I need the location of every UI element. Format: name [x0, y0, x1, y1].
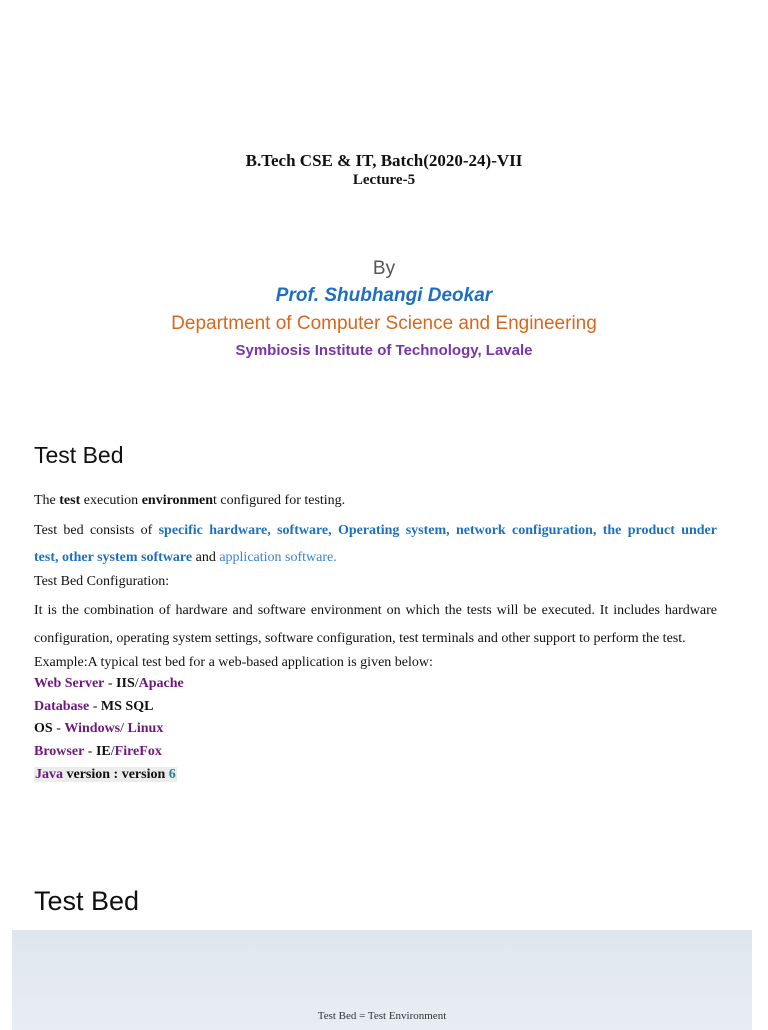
item-key: Browser	[34, 744, 85, 759]
item-value: Linux	[127, 721, 164, 736]
item-value: Apache	[138, 676, 184, 691]
highlight-text: test, other system software	[34, 550, 193, 565]
by-label: By	[372, 258, 396, 279]
item-value: MS SQL	[100, 699, 154, 714]
bold-term: test	[59, 493, 81, 508]
slide-heading: Test Bed	[34, 442, 124, 468]
text-span: t configured for testing.	[213, 493, 346, 508]
text-span: Test bed consists of	[34, 523, 159, 538]
item-key: Database	[34, 699, 90, 714]
consists-line-2	[34, 550, 337, 566]
item-os	[34, 721, 163, 737]
item-value: FireFox	[114, 744, 162, 759]
combination-line-2: configuration, operating system settings, software configuration, test terminals and other support to perform the test.	[34, 631, 686, 646]
combination-line-1: It is the combination of hardware and software environment on which the tests will be executed. It includes hardware	[34, 603, 717, 618]
item-value: Windows	[64, 721, 121, 736]
item-web-server	[34, 676, 184, 692]
separator: /	[110, 744, 115, 759]
department-name: Department of Computer Science and Engineering	[171, 313, 597, 334]
professor-name: Prof. Shubhangi Deokar	[275, 285, 493, 306]
item-value: 6	[168, 767, 176, 782]
config-label: Test Bed Configuration:	[34, 574, 170, 589]
separator: -	[89, 699, 101, 714]
test-bed-image-slide	[0, 850, 768, 1024]
item-database	[34, 699, 153, 715]
test-environment-diagram	[12, 930, 752, 1030]
title-slide	[0, 0, 768, 410]
item-java	[34, 767, 177, 783]
separator: -	[104, 676, 117, 691]
separator: -	[52, 721, 65, 736]
item-key: OS	[34, 721, 53, 736]
text-span: The	[34, 493, 60, 508]
item-key: Java	[35, 767, 63, 782]
text-span: execution	[80, 493, 142, 508]
diagram-caption: Test Bed = Test Environment	[317, 1010, 447, 1022]
example-line: Example:A typical test bed for a web-based application is given below:	[34, 655, 433, 670]
highlight-text: specific hardware, software, Operating system, network configuration, the product under	[158, 523, 717, 538]
item-key: Web Server	[34, 676, 105, 691]
item-text: version : version	[63, 767, 169, 782]
definition-line	[34, 493, 345, 509]
text-span: and	[192, 550, 220, 565]
test-bed-slide	[0, 410, 768, 850]
item-browser	[34, 744, 162, 760]
item-value: IIS	[116, 676, 135, 691]
separator: -	[84, 744, 96, 759]
item-value: IE	[95, 744, 111, 759]
institute-name: Symbiosis Institute of Technology, Lavale	[235, 342, 533, 359]
lecture-number: Lecture-5	[352, 172, 416, 188]
bold-term: environmen	[141, 493, 213, 508]
separator: /	[120, 721, 128, 736]
consists-line-1	[34, 523, 717, 539]
slide-heading: Test Bed	[34, 886, 140, 916]
course-title: B.Tech CSE & IT, Batch(2020-24)-VII	[245, 151, 523, 170]
highlight-text: application software.	[219, 550, 337, 565]
separator: /	[134, 676, 139, 691]
